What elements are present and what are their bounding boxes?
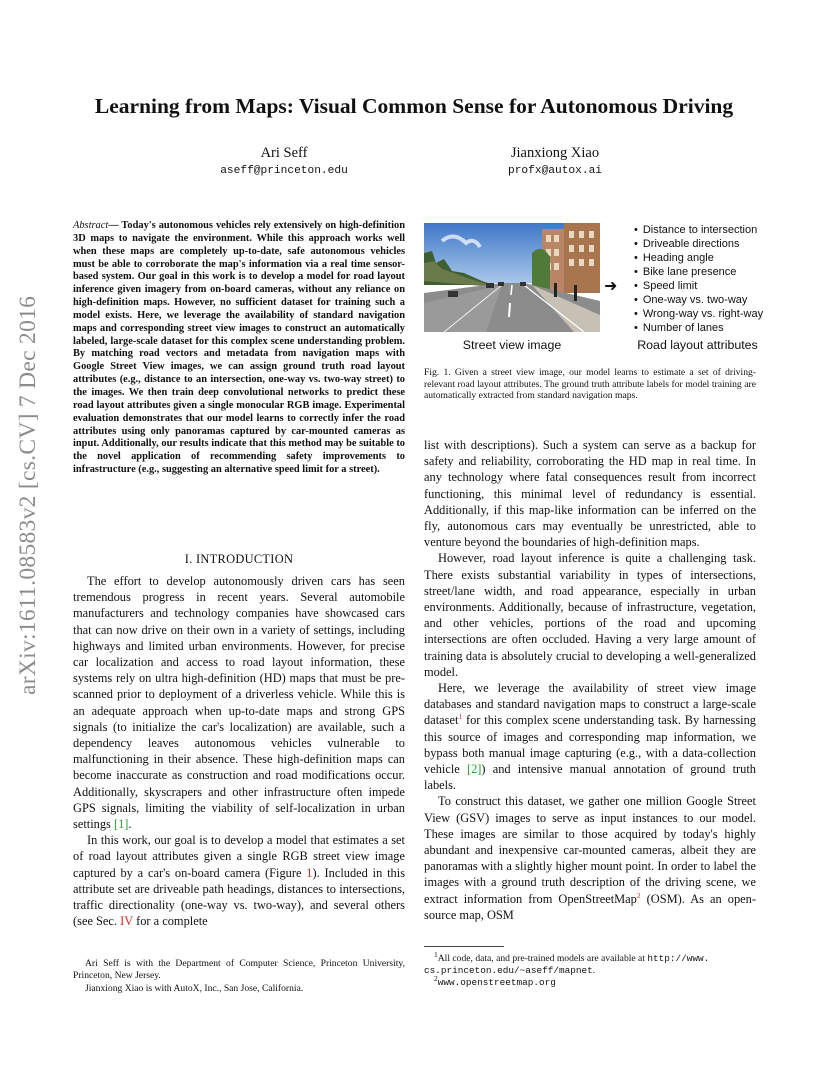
intro-left-column — [73, 573, 405, 929]
right-paragraph-0: list with descriptions). Such a system can serve as a backup for safety and reliability, corroborating the HD map in real time. In any technology where fatal consequences result from incorrect functioning, this minimal level of redundancy is essential. Additionally, if this map-like information can be inferred on the fly, autonomous cars may eventually be unrestricted, able to venture beyond the boundaries of high-definition maps. — [424, 438, 756, 550]
attribute-item: • Driveable directions — [634, 237, 824, 251]
figure-reference-link[interactable]: 1 — [306, 865, 313, 880]
right-paragraph-1: However, road layout inference is quite a challenging task. There exists substantial variability in types of intersections, street/lane width, and road appearance, especially in urban environments. Additionally, because of infrastructure, vegetation, and other vehicles, portions of the road and upcoming intersections are often occluded. Having a very large amount of training data is absolutely crucial to developing a well-generalized model. — [424, 551, 756, 679]
attribute-list — [634, 223, 824, 335]
citation-link[interactable]: [2] — [466, 762, 482, 777]
arxiv-identifier: arXiv:1611.08583v2 [cs.CV] 7 Dec 2016 — [15, 295, 41, 695]
attribute-item: • Heading angle — [634, 251, 824, 265]
figure-left-label: Street view image — [462, 338, 562, 352]
right-paragraph-2: Here, we leverage the availability of street view image databases and standard navigation maps to construct a large-scale dataset$^1$ for this complex scene understanding task. By harnessing this source of images and corresponding map information, we bypass both manual image capturing (e.g., with a data-collection vehicle [2]) and intensive manual annotation of ground truth labels. — [424, 681, 756, 793]
attribute-item: • Bike lane presence — [634, 265, 824, 279]
abstract-dash: — — [108, 220, 119, 231]
affiliation-1: Ari Seff is with the Department of Computer Science, Princeton University, Princeton, New Jersey. — [73, 958, 405, 981]
abstract — [73, 220, 405, 477]
intro-paragraph-1: The effort to develop autonomously driven cars has seen tremendous progress in recent years. Several automobile manufacturers and technology companies have showcased cars that can now drive on their own in a variety of settings, including highways and limited urban environments. However, for precise car localization and access to road layout information, these systems rely on ultra high-definition (HD) maps that must be pre-scanned prior to deployment of a driverless vehicle. While this is an adequate approach when up-to-date maps and strong GPS signals (to initialize the car's localization) are available, such a dependency leaves autonomous vehicles vulnerable to malfunctioning in their absence. These high-definition maps can become inaccurate as construction and road modifications occur. Additionally, skyscrapers and other infrastructure often impede GPS signals, limiting the viability of self-localization in urban settings [1]. — [73, 574, 405, 832]
footnote-2: $^2$www.openstreetmap.org — [434, 974, 556, 989]
footnote-url-link[interactable]: http://www. — [647, 953, 710, 964]
figure-caption: Fig. 1. Given a street view image, our model learns to estimate a set of driving-relevant road layout attributes. The ground truth attribute labels for model training are automatically extracted from standard navigation maps. — [424, 367, 756, 402]
affiliation-2: Jianxiong Xiao is with AutoX, Inc., San Jose, California. — [85, 983, 304, 995]
section-reference-link[interactable]: IV — [120, 914, 133, 929]
footnote-marker-1[interactable]: 1 — [458, 712, 463, 722]
author-name-1: Ari Seff — [260, 145, 308, 161]
attribute-item: • Number of lanes — [634, 321, 824, 335]
intro-right-column — [424, 437, 756, 923]
author-email-2: profx@autox.ai — [508, 165, 602, 177]
footnote-marker-2[interactable]: 2 — [636, 890, 641, 900]
paper-title: Learning from Maps: Visual Common Sense for Autonomous Driving — [94, 94, 734, 118]
footnote-1: $^1$All code, data, and pre-trained models are available at http://www. cs.princeton.edu/~aseff/mapnet. — [424, 949, 710, 976]
attribute-item: • Speed limit — [634, 279, 824, 293]
street-view-image — [424, 223, 600, 332]
attribute-item: • Distance to intersection — [634, 223, 824, 237]
intro-paragraph-2: In this work, our goal is to develop a model that estimates a set of road layout attributes given a single RGB street view image captured by a car's on-board camera (Figure 1). Included in this attribute set are driveable path headings, distances to intersections, traffic directionality (one-way vs. two-way), and several others (see Sec. IV for a complete — [73, 833, 406, 929]
attribute-item: • Wrong-way vs. right-way — [634, 307, 824, 321]
right-paragraph-3: To construct this dataset, we gather one million Google Street View (GSV) images to serve as input instances to our model. These images are similar to those acquired by today's highly abundant and inexpensive car-mounted cameras, albeit they are panoramas with a slightly higher mount point. In order to label the images with a ground truth description of the driving scene, we extract information from OpenStreetMap$^2$ (OSM). As an open-source map, OSM — [424, 794, 756, 922]
section-heading: I. INTRODUCTION — [184, 552, 294, 566]
attribute-item: • One-way vs. two-way — [634, 293, 824, 307]
author-email-1: aseff@princeton.edu — [220, 165, 348, 177]
abstract-lead: Abstract — [73, 220, 109, 231]
footnote-url-link[interactable]: cs.princeton.edu/~aseff/mapnet — [424, 964, 593, 976]
arrow-icon: ➜ — [604, 276, 618, 295]
affiliation-footnotes — [73, 958, 405, 995]
abstract-text: Today's autonomous vehicles rely extensively on high-definition 3D maps to navigate the environment. While this approach works well when these maps are completely up-to-date, safe autonomous vehicles must be able to corroborate the map's information via a real time sensor-based system. Our goal in this work is to develop a model for road layout inference given imagery from on-board cameras, without any reliance on high-definition maps. However, no sufficient dataset for training such a model exists. Here, we leverage the availability of standard navigation maps and corresponding street view images to construct an automatically labeled, large-scale dataset for this complex scene understanding problem. By matching road vectors and metadata from navigation maps with Google Street View images, we can assign ground truth road layout attributes (e.g., distance to an intersection, one-way vs. two-way street) to the images. We then train deep convolutional networks to predict these road layout attributes given a single monocular RGB image. Experimental evaluation demonstrates that our model learns to correctly infer the road attributes using only panoramas captured by car-mounted cameras as input. Additionally, our results indicate that this method may be suitable to the novel application of recommending safety improvements to infrastructure (e.g., suggesting an alternative speed limit for a street). — [73, 220, 405, 476]
author-name-2: Jianxiong Xiao — [510, 145, 600, 161]
figure-right-label: Road layout attributes — [637, 338, 758, 352]
footnotes-right — [424, 949, 756, 989]
citation-link[interactable]: [1] — [113, 817, 129, 832]
footnote-divider — [424, 946, 504, 947]
footnote-url-link[interactable]: www.openstreetmap.org — [437, 977, 556, 989]
